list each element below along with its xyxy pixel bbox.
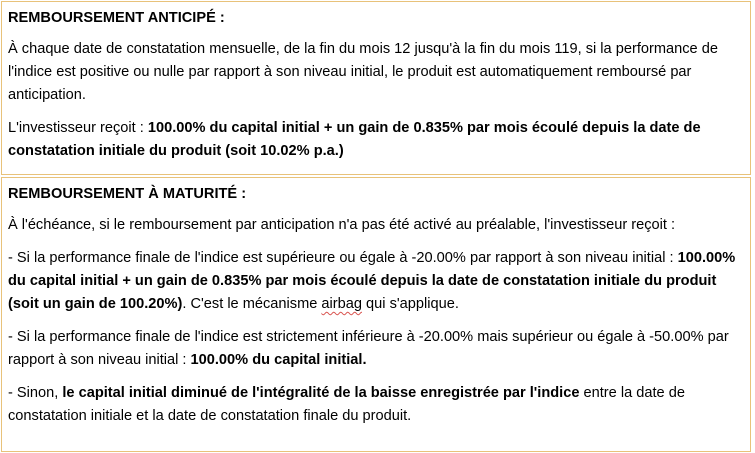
case-2-lead: - Si la performance finale de l'indice est strictement inférieure à -20.00% mais supérieur ou égale à -50.00% par rapport à son niveau initial : [8,329,729,368]
case-1-tail-a: . C'est le mécanisme [182,296,322,312]
maturity-case-2 [8,326,744,372]
early-redemption-title: REMBOURSEMENT ANTICIPÉ : [8,10,225,26]
case-1-tail-b: qui s'applique. [361,296,459,312]
case-3-tail: entre la date de constatation initiale et la date de constatation finale du produit. [8,385,685,424]
early-redemption-section [1,1,751,175]
case-3-lead: - Sinon, [8,385,63,401]
maturity-redemption-title: REMBOURSEMENT À MATURITÉ : [8,186,247,202]
case-1-terms: 100.00% du capital initial + un gain de 0.835% par mois écoulé depuis la date de constatation initiale du produit (soit un gain de 100.20%) [8,250,736,312]
case-1-lead: - Si la performance finale de l'indice est supérieure ou égale à -20.00% par rapport à son niveau initial : [8,250,678,266]
payout-terms: 100.00% du capital initial + un gain de 0.835% par mois écoulé depuis la date de constatation initiale du produit (soit 10.02% p.a.) [8,120,701,159]
payout-lead: L'investisseur reçoit : [8,120,148,136]
maturity-case-1 [8,247,744,316]
early-redemption-condition: À chaque date de constatation mensuelle, de la fin du mois 12 jusqu'à la fin du mois 119, si la performance de l'indice est positive ou nulle par rapport à son niveau initial, le produit est automatiquement remboursé par anticipation. [8,41,718,103]
early-redemption-payout [8,117,744,163]
maturity-redemption-section [1,177,751,452]
case-3-terms: le capital initial diminué de l'intégralité de la baisse enregistrée par l'indice [62,385,580,401]
maturity-intro: À l'échéance, si le remboursement par anticipation n'a pas été activé au préalable, l'investisseur reçoit : [8,217,676,233]
case-2-terms: 100.00% du capital initial. [190,352,367,368]
maturity-case-3 [8,382,744,428]
spellcheck-word: airbag [321,296,362,312]
